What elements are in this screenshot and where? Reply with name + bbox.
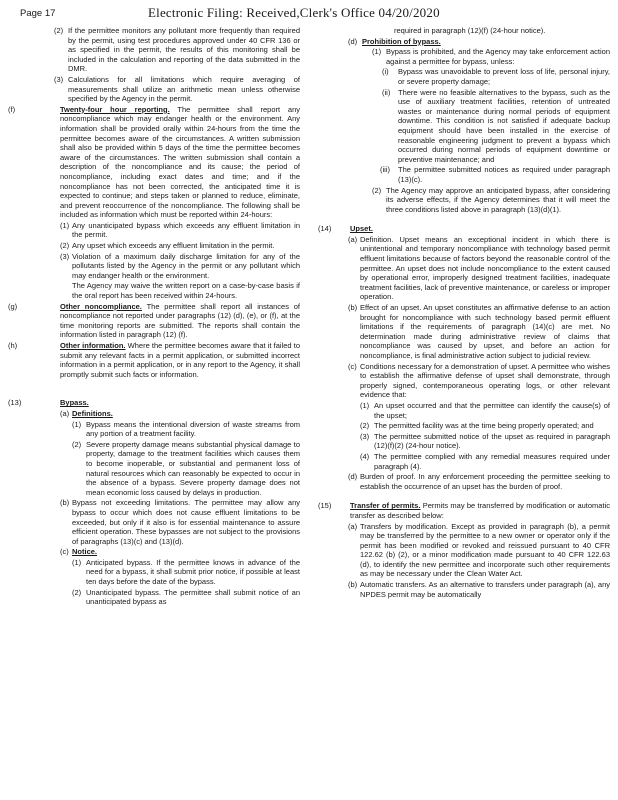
- section-f: [8, 105, 300, 220]
- paragraph-f-note: [8, 281, 300, 300]
- item-label: (1): [72, 419, 82, 429]
- section-14: [318, 224, 610, 234]
- paragraph-text: Any upset which exceeds any effluent limitation in the permit.: [72, 241, 275, 251]
- item-label: (i): [382, 67, 389, 77]
- paragraph-14b: [318, 303, 610, 361]
- section-heading: Transfer of permits.: [350, 501, 421, 511]
- paragraph-13d2: [318, 186, 610, 215]
- section-heading: Upset.: [350, 224, 373, 234]
- paragraph-text: Violation of a maximum daily discharge limitation for any of the pollutants listed by the Agency in the permit or any pollutant which may endanger health or the environment.: [72, 251, 300, 280]
- paragraph-text: Burden of proof. In any enforcement proceeding the permittee seeking to establish the occurrence of an upset has the burden of proof.: [360, 472, 610, 491]
- page-header: [0, 2, 618, 24]
- paragraph-14a: [318, 235, 610, 302]
- item-label: (2): [54, 26, 64, 35]
- paragraph-13d1i: [318, 67, 610, 86]
- paragraph-15b: [318, 580, 610, 599]
- paragraph-13c1: [8, 558, 300, 587]
- section-13: [8, 398, 300, 408]
- paragraph-text: Transfers by modification. Except as provided in paragraph (b), a permit may be transferred by the permittee to a new owner or operator only if the permit has been modified or revoked and reissued pursuant to 40 CFR 122.62 (b) (2), or a minor modification made pursuant to 40 CFR 122.63 (d), to identify the new permittee and incorporate such other requirements as may be necessary under the Clean Water Act.: [360, 521, 610, 579]
- left-column: [8, 26, 300, 608]
- paragraph-f2: [8, 241, 300, 251]
- paragraph-14c1: [318, 401, 610, 420]
- paragraph-text: There were no feasible alternatives to the bypass, such as the use of auxiliary treatment facilities, retention of untreated wastes or maintenance during normal periods of equipment downtime. This condition is not satisfied if adequate backup equipment should have been installed in the exercise of reasonable engineering judgment to prevent a bypass which occurred during normal periods of equipment downtime or preventive maintenance; and: [398, 87, 610, 164]
- paragraph-text: Bypass was unavoidable to prevent loss of life, personal injury, or severe property damage;: [398, 67, 610, 86]
- paragraph-text: Definition. Upset means an exceptional incident in which there is unintentional and temporary noncompliance with technology based permit effluent limitations because of factors beyond the reasonable control of the permittee. An upset does not include noncompliance to the extent caused by operational error, improperly designed treatment facilities, inadequate treatment facilities, lack of preventive maintenance, or careless or improper operation.: [360, 234, 610, 302]
- section-13c: [8, 547, 300, 557]
- paragraph-13a2: [8, 440, 300, 498]
- paragraph-text: The permittee submitted notice of the upset as required in paragraph (12)(f)(2) (24-hour notice).: [374, 431, 610, 451]
- item-label: (2): [360, 421, 370, 431]
- section-heading: Bypass.: [60, 398, 89, 408]
- paragraph-13b: [8, 498, 300, 546]
- item-label: (f): [8, 104, 16, 114]
- paragraph-14c3: [318, 432, 610, 451]
- section-15: [318, 501, 610, 520]
- paragraph-text: required in paragraph (12)(f) (24-hour notice).: [394, 26, 546, 35]
- paragraph-text: Conditions necessary for a demonstration of upset. A permittee who wishes to establish the affirmative defense of upset shall demonstrate, through properly signed, contemporaneous operating logs, or other relevant evidence that:: [360, 361, 610, 400]
- paragraph-continued: [318, 26, 610, 36]
- item-label: (4): [360, 451, 370, 461]
- section-heading: Definitions.: [72, 408, 113, 418]
- item-label: (3): [360, 431, 370, 441]
- section-heading: Other information.: [60, 341, 126, 350]
- paragraph-e3: [8, 75, 300, 104]
- paragraph-14c2: [318, 421, 610, 431]
- item-label: (h): [8, 341, 18, 350]
- item-label: (15): [318, 501, 332, 511]
- paragraph-15a: [318, 522, 610, 580]
- section-heading: Notice.: [72, 547, 98, 557]
- section-13a: [8, 409, 300, 419]
- item-label: (a): [348, 234, 358, 244]
- paragraph-text: The permitted facility was at the time being properly operated; and: [374, 421, 594, 431]
- paragraph-13a1: [8, 420, 300, 439]
- item-label: (b): [60, 498, 70, 508]
- paragraph-text: The permittee shall report any noncompliance which may endanger health or the environment. Any information shall be provided orally within 24-hours from the time the permittee becomes aware of the circumstances. A written submission shall also be provided within 5 days of the time the permittee becomes aware of the circumstances. The written submission shall contain a description of the noncompliance and its cause; the period of noncompliance, including exact dates and time; and if the noncompliance has not been corrected, the anticipated time it is expected to continue; and steps taken or planned to reduce, eliminate, and prevent reoccurrence of the noncompliance. The following shall be included as information which must be reported within 24-hours:: [60, 104, 301, 220]
- paragraph-e2: [8, 26, 300, 74]
- paragraph-f3: [8, 252, 300, 281]
- item-label: (1): [372, 47, 382, 57]
- paragraph-14c4: [318, 452, 610, 471]
- section-g: [8, 302, 300, 340]
- item-label: (a): [60, 408, 70, 418]
- section-h: [8, 341, 300, 379]
- page-number: Page 17: [20, 8, 56, 19]
- paragraph-text: The permittee complied with any remedial measures required under paragraph (4).: [374, 451, 610, 471]
- paragraph-text: An upset occurred and that the permittee can identify the cause(s) of the upset;: [374, 400, 610, 420]
- paragraph-text: Automatic transfers. As an alternative to transfers under paragraph (a), any NPDES permit may be automatically: [360, 580, 610, 599]
- item-label: (3): [60, 251, 70, 261]
- paragraph-text: Bypass not exceeding limitations. The permittee may allow any bypass to occur which does not cause effluent limitations to be exceeded, but only if it also is for essential maintenance to assure efficient operation. These bypasses are not subject to the provisions of paragraphs (13)(c) and (13)(d).: [72, 498, 300, 546]
- item-label: (1): [360, 400, 370, 410]
- paragraph-text: The permittee submitted notices as required under paragraph (13)(c).: [398, 165, 610, 184]
- item-label: (b): [348, 580, 358, 590]
- item-label: (iii): [380, 165, 390, 175]
- paragraph-text: If the permittee monitors any pollutant more frequently than required by the permit, using test procedures approved under 40 CFR 136 or as specified in the permit, the results of this monitoring shall be included in the calculation and reporting of the data submitted in the DMR.: [68, 26, 300, 74]
- item-label: (c): [348, 361, 357, 371]
- item-label: (13): [8, 398, 22, 408]
- paragraph-14c: [318, 362, 610, 400]
- paragraph-text: Permits may be transferred by modification or automatic transfer as described below:: [350, 501, 610, 520]
- section-heading: Prohibition of bypass.: [362, 36, 441, 46]
- filing-stamp: Electronic Filing: Received,Clerk's Office 04/20/2020: [148, 5, 440, 20]
- paragraph-13c2: [8, 588, 300, 607]
- paragraph-f1: [8, 221, 300, 240]
- item-label: (ii): [382, 87, 391, 97]
- paragraph-13d1: [318, 47, 610, 66]
- paragraph-13d1iii: [318, 165, 610, 184]
- paragraph-14d: [318, 472, 610, 491]
- paragraph-text: The permittee shall report all instances of noncompliance not reported under paragraphs (12) (d), (e), or (f), at the time monitoring reports are submitted. The reports shall contain the information listed in paragraph (12) (f).: [60, 301, 301, 340]
- item-label: (14): [318, 224, 332, 234]
- item-label: (a): [348, 521, 358, 531]
- item-label: (2): [372, 185, 382, 195]
- item-label: (1): [72, 557, 82, 567]
- item-label: (g): [8, 301, 18, 311]
- paragraph-text: Any unanticipated bypass which exceeds any effluent limitation in the permit.: [72, 220, 300, 240]
- paragraph-text: Bypass is prohibited, and the Agency may take enforcement action against a permittee for bypass, unless:: [386, 47, 610, 66]
- item-label: (b): [348, 303, 358, 313]
- section-heading: Twenty-four hour reporting.: [60, 104, 170, 114]
- paragraph-text: Severe property damage means substantial physical damage to property, damage to the treatment facilities which causes them to become inoperable, or substantial and permanent loss of natural resources which can reasonably be expected to occur in the absence of a bypass. Severe property damage does not mean economic loss caused by delays in production.: [86, 439, 300, 497]
- paragraph-text: The Agency may waive the written report on a case-by-case basis if the oral report has been received within 24-hours.: [72, 281, 300, 301]
- section-13d: [318, 37, 610, 47]
- item-label: (3): [54, 74, 64, 84]
- item-label: (2): [72, 439, 82, 449]
- item-label: (d): [348, 36, 358, 46]
- item-label: (2): [60, 241, 70, 251]
- paragraph-text: Bypass means the intentional diversion of waste streams from any portion of a treatment facility.: [86, 419, 300, 439]
- item-label: (c): [60, 547, 69, 557]
- right-column: [318, 26, 610, 600]
- section-heading: Other noncompliance.: [60, 301, 142, 311]
- paragraph-13d1ii: [318, 88, 610, 165]
- item-label: (1): [60, 220, 70, 230]
- paragraph-text: The Agency may approve an anticipated bypass, after considering its adverse effects, if the Agency determines that it will meet the three conditions listed above in paragraph (13)(d)(1).: [386, 185, 610, 214]
- item-label: (d): [348, 472, 358, 482]
- paragraph-text: Anticipated bypass. If the permittee knows in advance of the need for a bypass, it shall submit prior notice, if possible at least ten days before the date of the bypass.: [86, 557, 300, 587]
- paragraph-text: Effect of an upset. An upset constitutes an affirmative defense to an action brought for noncompliance with such technology based permit effluent limitations if the requirements of paragraph (14)(c) are met. No determination made during administrative review of claims that noncompliance was caused by upset, and before an action for noncompliance, is final administrative action subject to judicial review.: [360, 303, 610, 360]
- paragraph-text: Where the permittee becomes aware that it failed to submit any relevant facts in a permit application, or submitted incorrect information in a permit application, or in any report to the Agency, it shall promptly submit such facts or information.: [60, 341, 300, 379]
- paragraph-text: Calculations for all limitations which require averaging of measurements shall utilize an arithmetic mean unless otherwise specified by the Agency in the permit.: [68, 74, 300, 104]
- paragraph-text: Unanticipated bypass. The permittee shall submit notice of an unanticipated bypass as: [86, 587, 300, 607]
- item-label: (2): [72, 587, 82, 597]
